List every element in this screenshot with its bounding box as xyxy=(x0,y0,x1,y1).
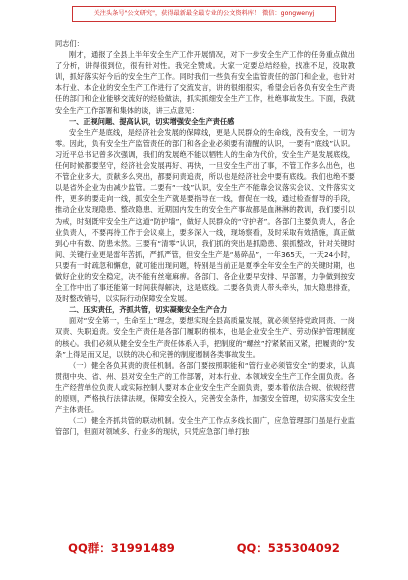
paragraph: 刚才，通报了全县上半年安全生产工作开展情况，对下一步安全生产工作的任务重点做出了分析，讲得很到位，很有针对性。我完全赞成。大家一定要总结经验，找准不足，没取教训，抓好落实好今后的安全生产工作。同时我们一些负有安全监管责任的部门和企业，也针对本行业、本企业的安全生产工作进行了交流发言，讲的很细很实，希望会后各负有安全生产责任的部门和企业能够交流好的经验做法，抓实抓细安全生产工作，杜绝事故发生。下面，我就安全生产工作部署和集体的谈，讲三点意见： xyxy=(55,50,355,115)
footer xyxy=(0,538,408,558)
greeting: 同志们： xyxy=(55,39,84,48)
header-banner: 关注头条号"公文研究"，获得最新最全最专业的公文资料库！ 微信：gongwenyj xyxy=(72,6,336,22)
section-heading: 二、压实责任，齐抓共管，切实凝聚安全生产合力 xyxy=(69,305,228,315)
footer-qq: QQ：535304092 xyxy=(236,541,340,555)
paragraph: 安全生产是底线，是经济社会发展的保障线，更是人民群众的生命线，没有安全，一切为零。因此，负有安全生产监管责任的部门和各企业必须要有清醒的认识，一要有“底线”认识。习近平总书记曾多次强调，我们的发展绝不能以牺牲人的生命为代价，安全生产是发展底线，任何时候都要坚守，经济社会发展再好、再快，一旦安全生产出了事，不管工作多么出色，也不管企业多大，贡献多么突出，都要问责追责，所以也是经济社会中要有底线。我们也绝不要以是省外企业为由减少监管。二要有“一线”认识，安全生产不能靠会议落实会议、文件落实文件，更多的要走向一线，抓安全生产就是要指导在一线，督促在一线，通过检查督导的手段，推动企业发现隐患、整改隐患、近期国内发生的安全生产事故都是血淋淋的教训，我们要引以为戒，时刻既牢安全生产这道“防护墙”，做好人民群众的“守护者”。各部门主要负责人，各企业负责人，不要再待工作于会议桌上，要多深入一线，现场察看，及时采取有效措施，真正做到心中有数、防患未然。三要有“清零”认识，我们抓的突出是抓隐患、狠抓整改，针对关键时间、关键行业更是雷年苦抓，严抓严管，但安全生产是“易碎品”，一年365天，一天24小时，只要有一时疏忽和懈怠，就可能出现问题，特别是当前正是夏季全年安全生产的关键时期，也做好企业的安全稳定，决不能有丝毫麻痹。各部门、各企业要早安排、早部署，力争做到按安全工作中出了事还能第一时间获得解决，这是底线。二要各负责人带头牵头，加大隐患排查，及时整改销号，以实际行动保障安全发展。 xyxy=(55,127,355,304)
section-heading: 一、正视问题、提高认识，切实增强安全生产责任感 xyxy=(69,116,235,126)
paragraph: （二）健全齐抓共管的联动机制。安全生产工作点多线长面广，应急管理部门虽是行业监管部门，但面对领域多、行业多的现状，只凭应急部门单打独 xyxy=(55,416,355,437)
footer-qq-group: QQ群：31991489 xyxy=(68,541,175,555)
paragraph: 面对“安全第一，生命至上”理念，要想实现全县高质量发展，就必须坚持党政同责、一岗双责、失职追责。安全生产责任是各部门履职的根本，也是企业安全生产、劳动保护管理制度的核心。我们必须从健全安全生产责任体系入手，把制度的“螺丝”拧紧紧而又紧，把履责的“发条”上得足而又足，以铁的决心和完善的制度遏制各类事故发生。 xyxy=(55,316,355,359)
document-body xyxy=(55,38,355,437)
paragraph-list xyxy=(55,49,355,437)
paragraph: （一）健全各负其责的责任机制。各部门要按照职能和“管行业必须管安全”的要求，认真贯彻中央、省、州、县对安全生产的工作部署，对本行业、本领域安全生产工作全面负责。各生产经营单位负责人或实际控制人要对本企业安全生产全面负责，要本着依法合规、依规经营的原则，严格执行法律法规，保障安全投入，完善安全条件，加强安全管理，切实落实安全生产主体责任。 xyxy=(55,360,355,415)
